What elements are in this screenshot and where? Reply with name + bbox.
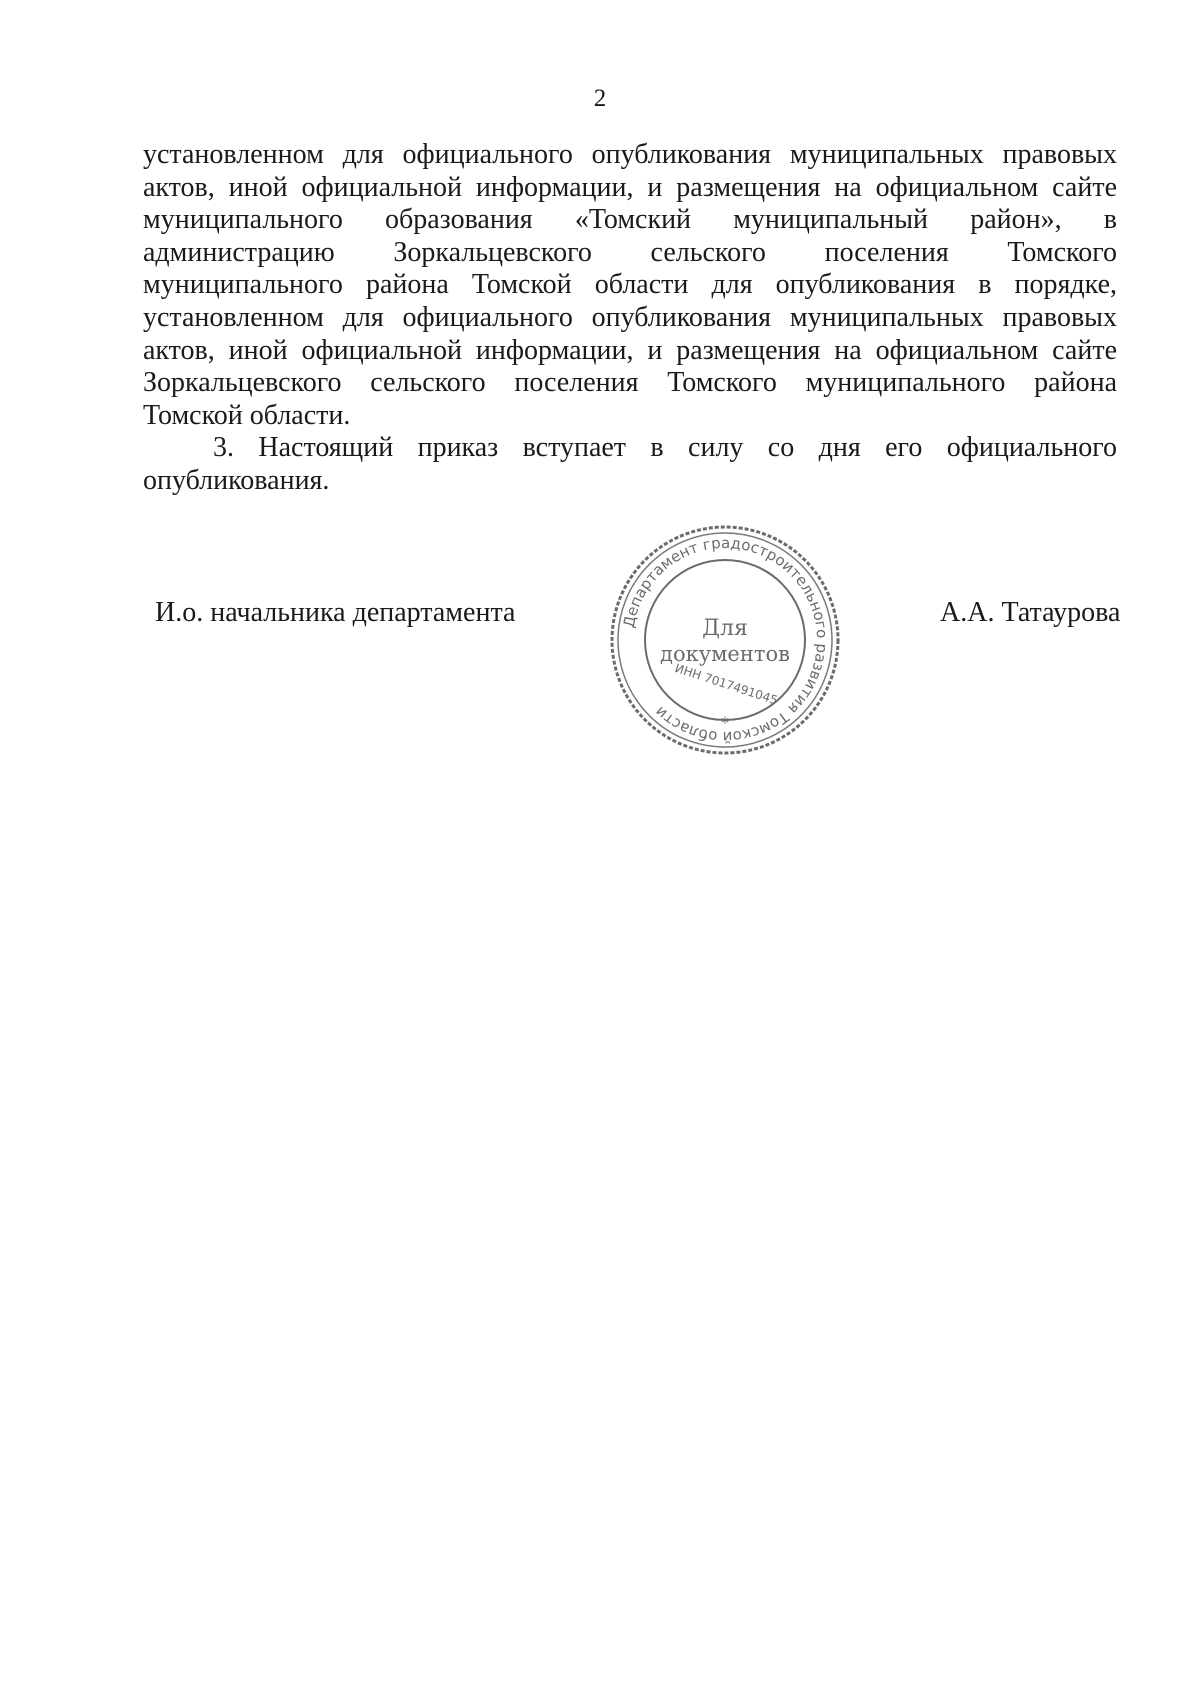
official-stamp [605, 520, 845, 760]
svg-text:ИНН 7017491045: ИНН 7017491045 [673, 660, 780, 708]
signature-block [0, 596, 1200, 636]
text-line: Томской области. [143, 399, 351, 431]
text-line: муниципального района Томской области для опубликования в порядке, [143, 269, 1117, 301]
text-line: администрацию Зоркальцевского сельского поселения Томского [143, 236, 1117, 268]
svg-text:*: * [721, 713, 729, 732]
text-line: установленном для официального опубликования муниципальных правовых [143, 139, 1117, 170]
text-line: муниципального образования «Томский муниципальный район», в [143, 204, 1117, 236]
text-line: актов, иной официальной информации, и размещения на официальном сайте [143, 334, 1117, 366]
text-line: актов, иной официальной информации, и размещения на официальном сайте [143, 171, 1117, 203]
svg-text:Департамент градостроительного: Департамент градостроительного развития Томской области [619, 533, 832, 747]
text-line: установленном для официального опубликования муниципальных правовых [143, 301, 1117, 333]
text-line: 3. Настоящий приказ вступает в силу со дня его официального [213, 432, 1117, 464]
signatory-position: И.о. начальника департамента [155, 597, 516, 628]
document-body [143, 139, 1117, 498]
signatory-name: А.А. Татаурова [940, 597, 1121, 628]
page-number: 2 [593, 85, 607, 112]
paragraph-effective-date [143, 432, 1117, 497]
stamp-seal-icon [605, 520, 845, 760]
text-line: опубликования. [143, 464, 330, 496]
svg-text:Для: Для [702, 616, 748, 641]
text-line: Зоркальцевского сельского поселения Томского муниципального района [143, 367, 1117, 399]
paragraph-publication [143, 139, 1117, 432]
svg-text:документов: документов [660, 642, 790, 666]
